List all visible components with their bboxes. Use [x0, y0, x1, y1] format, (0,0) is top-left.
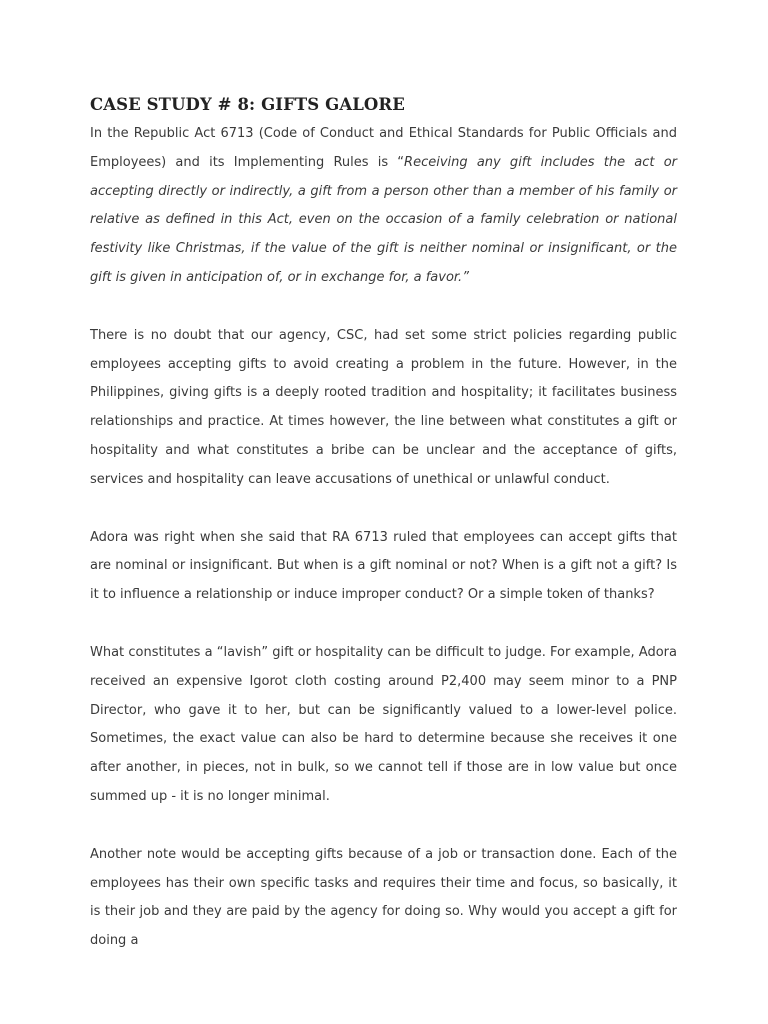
gift-definition-quote: Receiving any gift includes the act or accepting directly or indirectly, a gift from a person other than a member of his family or relative as defined in this Act, even on the occasion of a family celebration or national festivity like Christmas, if the value of the gift is neither nominal or insignificant, or the gift is given in anticipation of, or in exchange for, a favor.” — [90, 154, 677, 285]
paragraph-nominal-gifts: Adora was right when she said that RA 6713 ruled that employees can accept gifts that are nominal or insignificant. But when is a gift nominal or not? When is a gift not a gift? Is it to influence a relationship or induce improper conduct? Or a simple token of thanks? — [90, 529, 677, 603]
paragraph-csc-policies: There is no doubt that our agency, CSC, had set some strict policies regarding public employees accepting gifts to avoid creating a problem in the future. However, in the Philippines, giving gifts is a deeply rooted tradition and hospitality; it facilitates business relationships and practice. At times however, the line between what constitutes a gift or hospitality and what constitutes a bribe can be unclear and the acceptance of gifts, services and hospitality can leave accusations of unethical or unlawful conduct. — [90, 327, 677, 487]
case-study-title: CASE STUDY # 8: GIFTS GALORE — [90, 95, 405, 114]
paragraph-job-gifts: Another note would be accepting gifts because of a job or transaction done. Each of the employees has their own specific tasks and requires their time and focus, so basically, it is their job and they are paid by the agency for doing so. Why would you accept a gift for doing a — [90, 846, 677, 949]
paragraph-ra6713-definition — [90, 120, 677, 293]
document-page — [90, 94, 677, 985]
paragraph-intro-text: In the Republic Act 6713 (Code of Conduct and Ethical Standards for Public Officials and Employees) and its Implementing Rules is “ — [90, 126, 677, 170]
paragraph-lavish-gifts: What constitutes a “lavish” gift or hospitality can be difficult to judge. For example, Adora received an expensive Igorot cloth costing around P2,400 may seem minor to a PNP Director, who gave it to her, but can be significantly valued to a lower-level police. Sometimes, the exact value can also be hard to determine because she receives it one after another, in pieces, not in bulk, so we cannot tell if those are in low value but once summed up - it is no longer minimal. — [90, 644, 677, 804]
